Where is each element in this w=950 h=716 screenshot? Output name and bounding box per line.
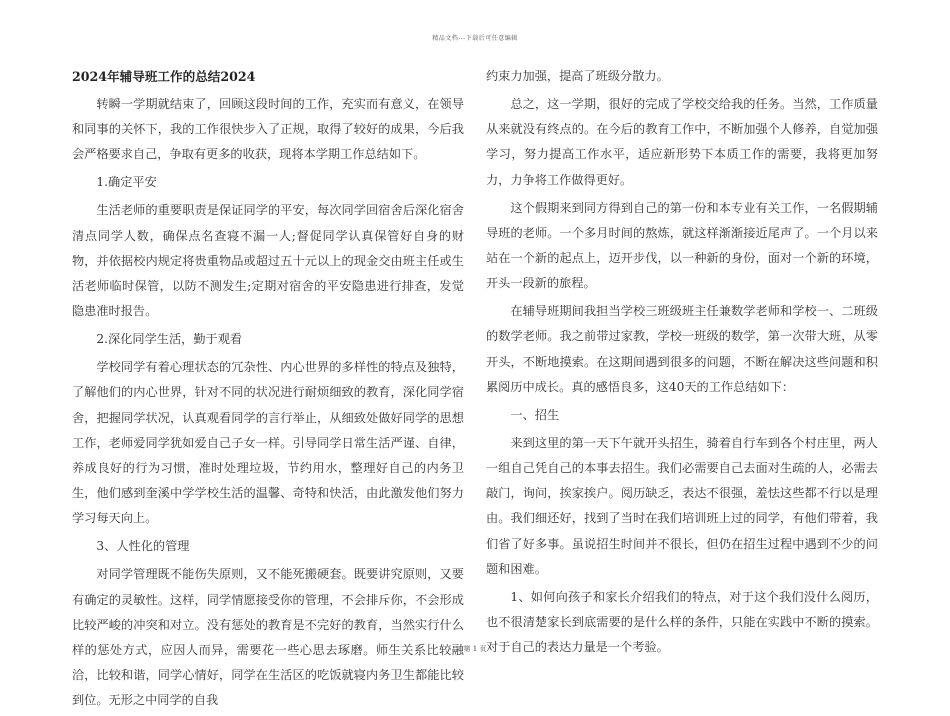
paragraph-intro: 转瞬一学期就结束了，回顾这段时间的工作，充实而有意义，在领导和同事的关怀下，我的工作很快步入了正规，取得了较好的成果，今后我会严格要求自己，争取有更多的收获，现将本学期工作总结如下。 bbox=[72, 97, 464, 162]
right-column bbox=[486, 64, 878, 663]
header-note: 精品文档---下载后可任意编辑 bbox=[432, 35, 518, 42]
paragraph-recruitment: 来到这里的第一天下午就开头招生，骑着自行车到各个村庄里，两人一组自己凭自己的本事去招生。我们必需要自己去面对生疏的人，必需去敲门，询问，挨家挨户。阅历缺乏，表达不很强，羞怯这些都不行以是理由。我们细还好，找到了当时在我们培训班上过的同学，有他们带着，我们省了好多事。虽说招生时间并不很长，但仍在招生过程中遇到不少的问题和困难。 bbox=[486, 435, 878, 576]
paragraph-management: 对同学管理既不能伤失原则，又不能死搬硬套。既要讲究原则，又要有确定的灵敏性。这样，同学情愿接受你的管理，不会排斥你，不会形成比较严峻的冲突和对立。没有惩处的教育是不完好的教育，当然实行什么样的惩处方式，应因人而异，需要花一些心思去琢磨。师生关系比较融洽，比较和谐，同学心情好，同学在生活区的吃饭就寝内务卫生都能比较到位。无形之中同学的自我 bbox=[72, 567, 464, 708]
paragraph-summary: 总之，这一学期，很好的完成了学校交给我的任务。当然，工作质量从来就没有终点的。在今后的教育工作中，不断加强个人修养，自觉加强学习，努力提高工作水平，适应新形势下本质工作的需要，我将更加努力，力争将工作做得更好。 bbox=[486, 97, 878, 187]
section-heading-recruitment: 一、招生 bbox=[510, 407, 560, 422]
paragraph-introduce-features: 1、如何向孩子和家长介绍我们的特点，对于这个我们没什么阅历，也不很清楚家长到底需要的是什么样的条件，只能在实践中不断的摸索。对于自己的表达力量是一个考验。 bbox=[486, 589, 878, 655]
document-title: 2024年辅导班工作的总结2024 bbox=[72, 69, 256, 84]
paragraph-observation: 学校同学有着心理状态的冗杂性、内心世界的多样性的特点及独特，了解他们的内心世界，针对不同的状况进行耐烦细致的教育，深化同学宿舍，把握同学状况，认真观看同学的言行举止，从细致处做好同学的思想工作，老师爱同学犹如爱自己子女一样。引导同学日常生活严谨、自律，养成良好的行为习惯，准时处理垃圾，节约用水，整理好自己的内务卫生，他们感到奎溪中学学校生活的温馨、奇特和快活，由此激发他们努力学习每天向上。 bbox=[72, 360, 464, 526]
paragraph-role: 在辅导班期间我担当学校三班级班主任兼数学老师和学校一、二班级的数学老师。我之前带过家教，学校一班级的数学，第一次带大班，从零开头，不断地摸索。在这期间遇到很多的问题，不断在解决这些问题和积累阅历中成长。真的感悟良多，这40天的工作总结如下： bbox=[486, 304, 878, 394]
section-heading-2: 2.深化同学生活，勤于观看 bbox=[96, 332, 243, 347]
paragraph-holiday-job: 这个假期来到同方得到自己的第一份和本专业有关工作，一名假期辅导班的老师。一个多月时间的熬炼，就这样渐渐接近尾声了。一个月以来站在一个新的起点上，迈开步伐，以一种新的身份，面对一个新的环境，开头一段新的旅程。 bbox=[486, 200, 878, 291]
section-heading-1: 1.确定平安 bbox=[96, 175, 157, 190]
paragraph-safety: 生活老师的重要职责是保证同学的平安，每次同学回宿舍后深化宿舍清点同学人数，确保点名查寝不漏一人;督促同学认真保管好自身的财物，并依据校内规定将贵重物品或超过五十元以上的现金交由班主任或生活老师临时保管，以防不测发生;定期对宿舍的平安隐患进行排查，发觉隐患准时报告。 bbox=[72, 203, 464, 319]
page-number: 第 1 页 bbox=[463, 645, 487, 653]
paragraph-continuation: 约束力加强，提高了班级分散力。 bbox=[486, 69, 669, 83]
section-heading-3: 3、人性化的管理 bbox=[96, 539, 190, 554]
left-column bbox=[72, 64, 464, 716]
